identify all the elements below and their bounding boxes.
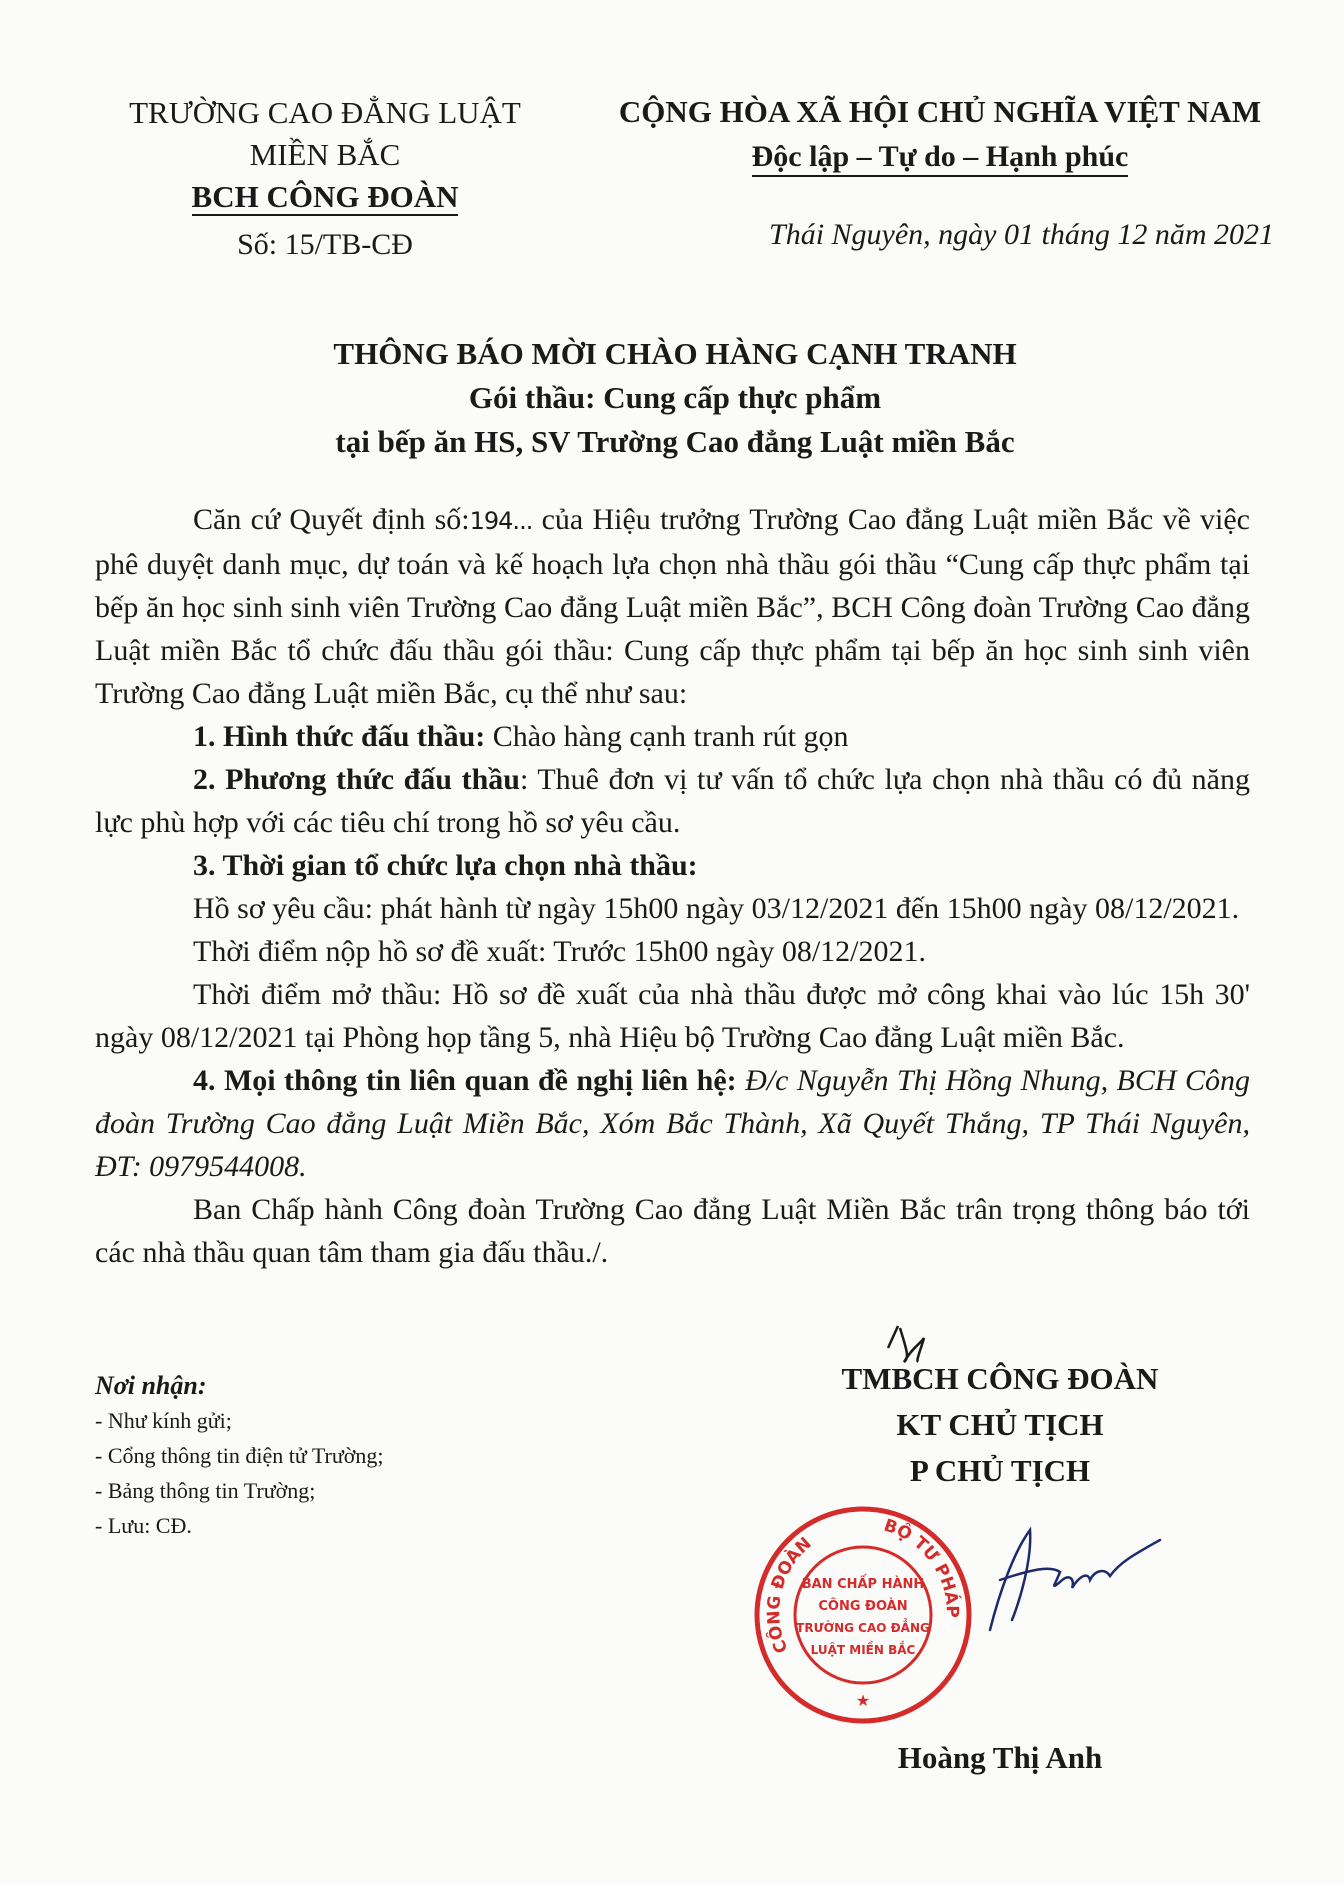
package-location: tại bếp ăn HS, SV Trường Cao đẳng Luật miền Bắc (335, 424, 1015, 459)
item-4-label: 4. Mọi thông tin liên quan đề nghị liên hệ: (193, 1064, 737, 1097)
document-title: THÔNG BÁO MỜI CHÀO HÀNG CẠNH TRANH (333, 336, 1017, 371)
basis-prefix: Căn cứ Quyết định số: (193, 503, 470, 536)
recipient-item: - Như kính gửi; (95, 1408, 232, 1433)
signature-line-2: KT CHỦ TỊCH (896, 1407, 1104, 1442)
document-number: Số: 15/TB-CĐ (237, 228, 413, 261)
document-title-block (70, 332, 1280, 464)
issuer-line-2: MIỀN BẮC (249, 137, 401, 172)
document-body (95, 498, 1250, 1274)
national-motto: Độc lập – Tự do – Hạnh phúc (752, 139, 1129, 177)
issuer-union-name: BCH CÔNG ĐOÀN (191, 179, 459, 214)
recipient-item: - Lưu: CĐ. (95, 1513, 192, 1538)
seal-star-icon: ★ (855, 1693, 871, 1710)
issuer-line-3 (90, 176, 560, 218)
package-name: Gói thầu: Cung cấp thực phẩm (468, 380, 882, 415)
seal-inner-line-3: TRƯỜNG CAO ĐẲNG (796, 1621, 930, 1635)
signature-line-1: TMBCH CÔNG ĐOÀN (841, 1361, 1159, 1396)
recipients-label: Nơi nhận: (95, 1371, 207, 1400)
item-1-text: Chào hàng cạnh tranh rút gọn (485, 720, 849, 753)
handwritten-decision-number: 194... (469, 507, 533, 535)
item-3 (95, 844, 1250, 887)
basis-paragraph (95, 498, 1250, 715)
signer-name: Hoàng Thị Anh (897, 1740, 1103, 1775)
issuer-block (90, 92, 560, 266)
item-3-deadline: Thời điểm nộp hồ sơ đề xuất: Trước 15h00 ngày 08/12/2021. (193, 935, 926, 968)
seal-inner-line-2: CÔNG ĐOÀN (818, 1599, 908, 1614)
issuer-line-1: TRƯỜNG CAO ĐẲNG LUẬT (129, 95, 521, 130)
recipients-block (95, 1368, 384, 1543)
item-4-contact: Đ/c Nguyễn Thị Hồng Nhung, BCH Công đoàn Trường Cao đẳng Luật Miền Bắc, Xóm Bắc Thành, Xã Quyết Thắng, TP Thái Nguyên, ĐT: 0979544008. (95, 1064, 1250, 1183)
item-4 (95, 1059, 1250, 1188)
basis-text: của Hiệu trưởng Trường Cao đẳng Luật miền Bắc về việc phê duyệt danh mục, dự toán và kế hoạch lựa chọn nhà thầu gói thầu “Cung cấp thực phẩm tại bếp ăn học sinh sinh viên Trường Cao đẳng Luật miền Bắc”, BCH Công đoàn Trường Cao đẳng Luật miền Bắc tổ chức đấu thầu gói thầu: Cung cấp thực phẩm tại bếp ăn học sinh sinh viên Trường Cao đẳng Luật miền Bắc, cụ thể như sau: (95, 503, 1251, 710)
item-3-label: 3. Thời gian tổ chức lựa chọn nhà thầu: (193, 849, 698, 882)
item-2 (95, 758, 1250, 844)
recipient-item: - Bảng thông tin Trường; (95, 1478, 316, 1503)
seal-inner-line-1: BAN CHẤP HÀNH (801, 1577, 925, 1592)
national-heading (580, 90, 1300, 178)
signature-authority (760, 1356, 1240, 1494)
item-3-release: Hồ sơ yêu cầu: phát hành từ ngày 15h00 ngày 03/12/2021 đến 15h00 ngày 08/12/2021. (193, 892, 1240, 925)
item-1-label: 1. Hình thức đấu thầu: (193, 720, 486, 753)
official-seal (748, 1500, 978, 1730)
item-3-opening: Thời điểm mở thầu: Hồ sơ đề xuất của nhà thầu được mở công khai vào lúc 15h 30' ngày 08/12/2021 tại Phòng họp tầng 5, nhà Hiệu bộ Trường Cao đẳng Luật miền Bắc. (95, 978, 1250, 1054)
document-date: Thái Nguyên, ngày 01 tháng 12 năm 2021 (769, 218, 1274, 251)
item-1 (95, 715, 1250, 758)
item-2-label: 2. Phương thức đấu thầu (193, 763, 520, 796)
handwritten-signature (960, 1510, 1180, 1640)
nation-name: CỘNG HÒA XÃ HỘI CHỦ NGHĨA VIỆT NAM (618, 94, 1262, 129)
closing-paragraph: Ban Chấp hành Công đoàn Trường Cao đẳng Luật Miền Bắc trân trọng thông báo tới các nhà thầu quan tâm tham gia đấu thầu./. (95, 1193, 1250, 1269)
item-2-text: : Thuê đơn vị tư vấn tổ chức lựa chọn nhà thầu có đủ năng lực phù hợp với các tiêu chí trong hồ sơ yêu cầu. (95, 763, 1251, 839)
svg-text:CÔNG ĐOÀN (763, 1534, 815, 1656)
recipient-item: - Cổng thông tin điện tử Trường; (95, 1443, 384, 1468)
seal-outer-left-text: CÔNG ĐOÀN (763, 1533, 816, 1656)
seal-outer-right-text: BỘ TƯ PHÁP (881, 1515, 962, 1618)
seal-inner-line-4: LUẬT MIỀN BẮC (810, 1643, 916, 1657)
signature-line-3: P CHỦ TỊCH (909, 1453, 1091, 1488)
